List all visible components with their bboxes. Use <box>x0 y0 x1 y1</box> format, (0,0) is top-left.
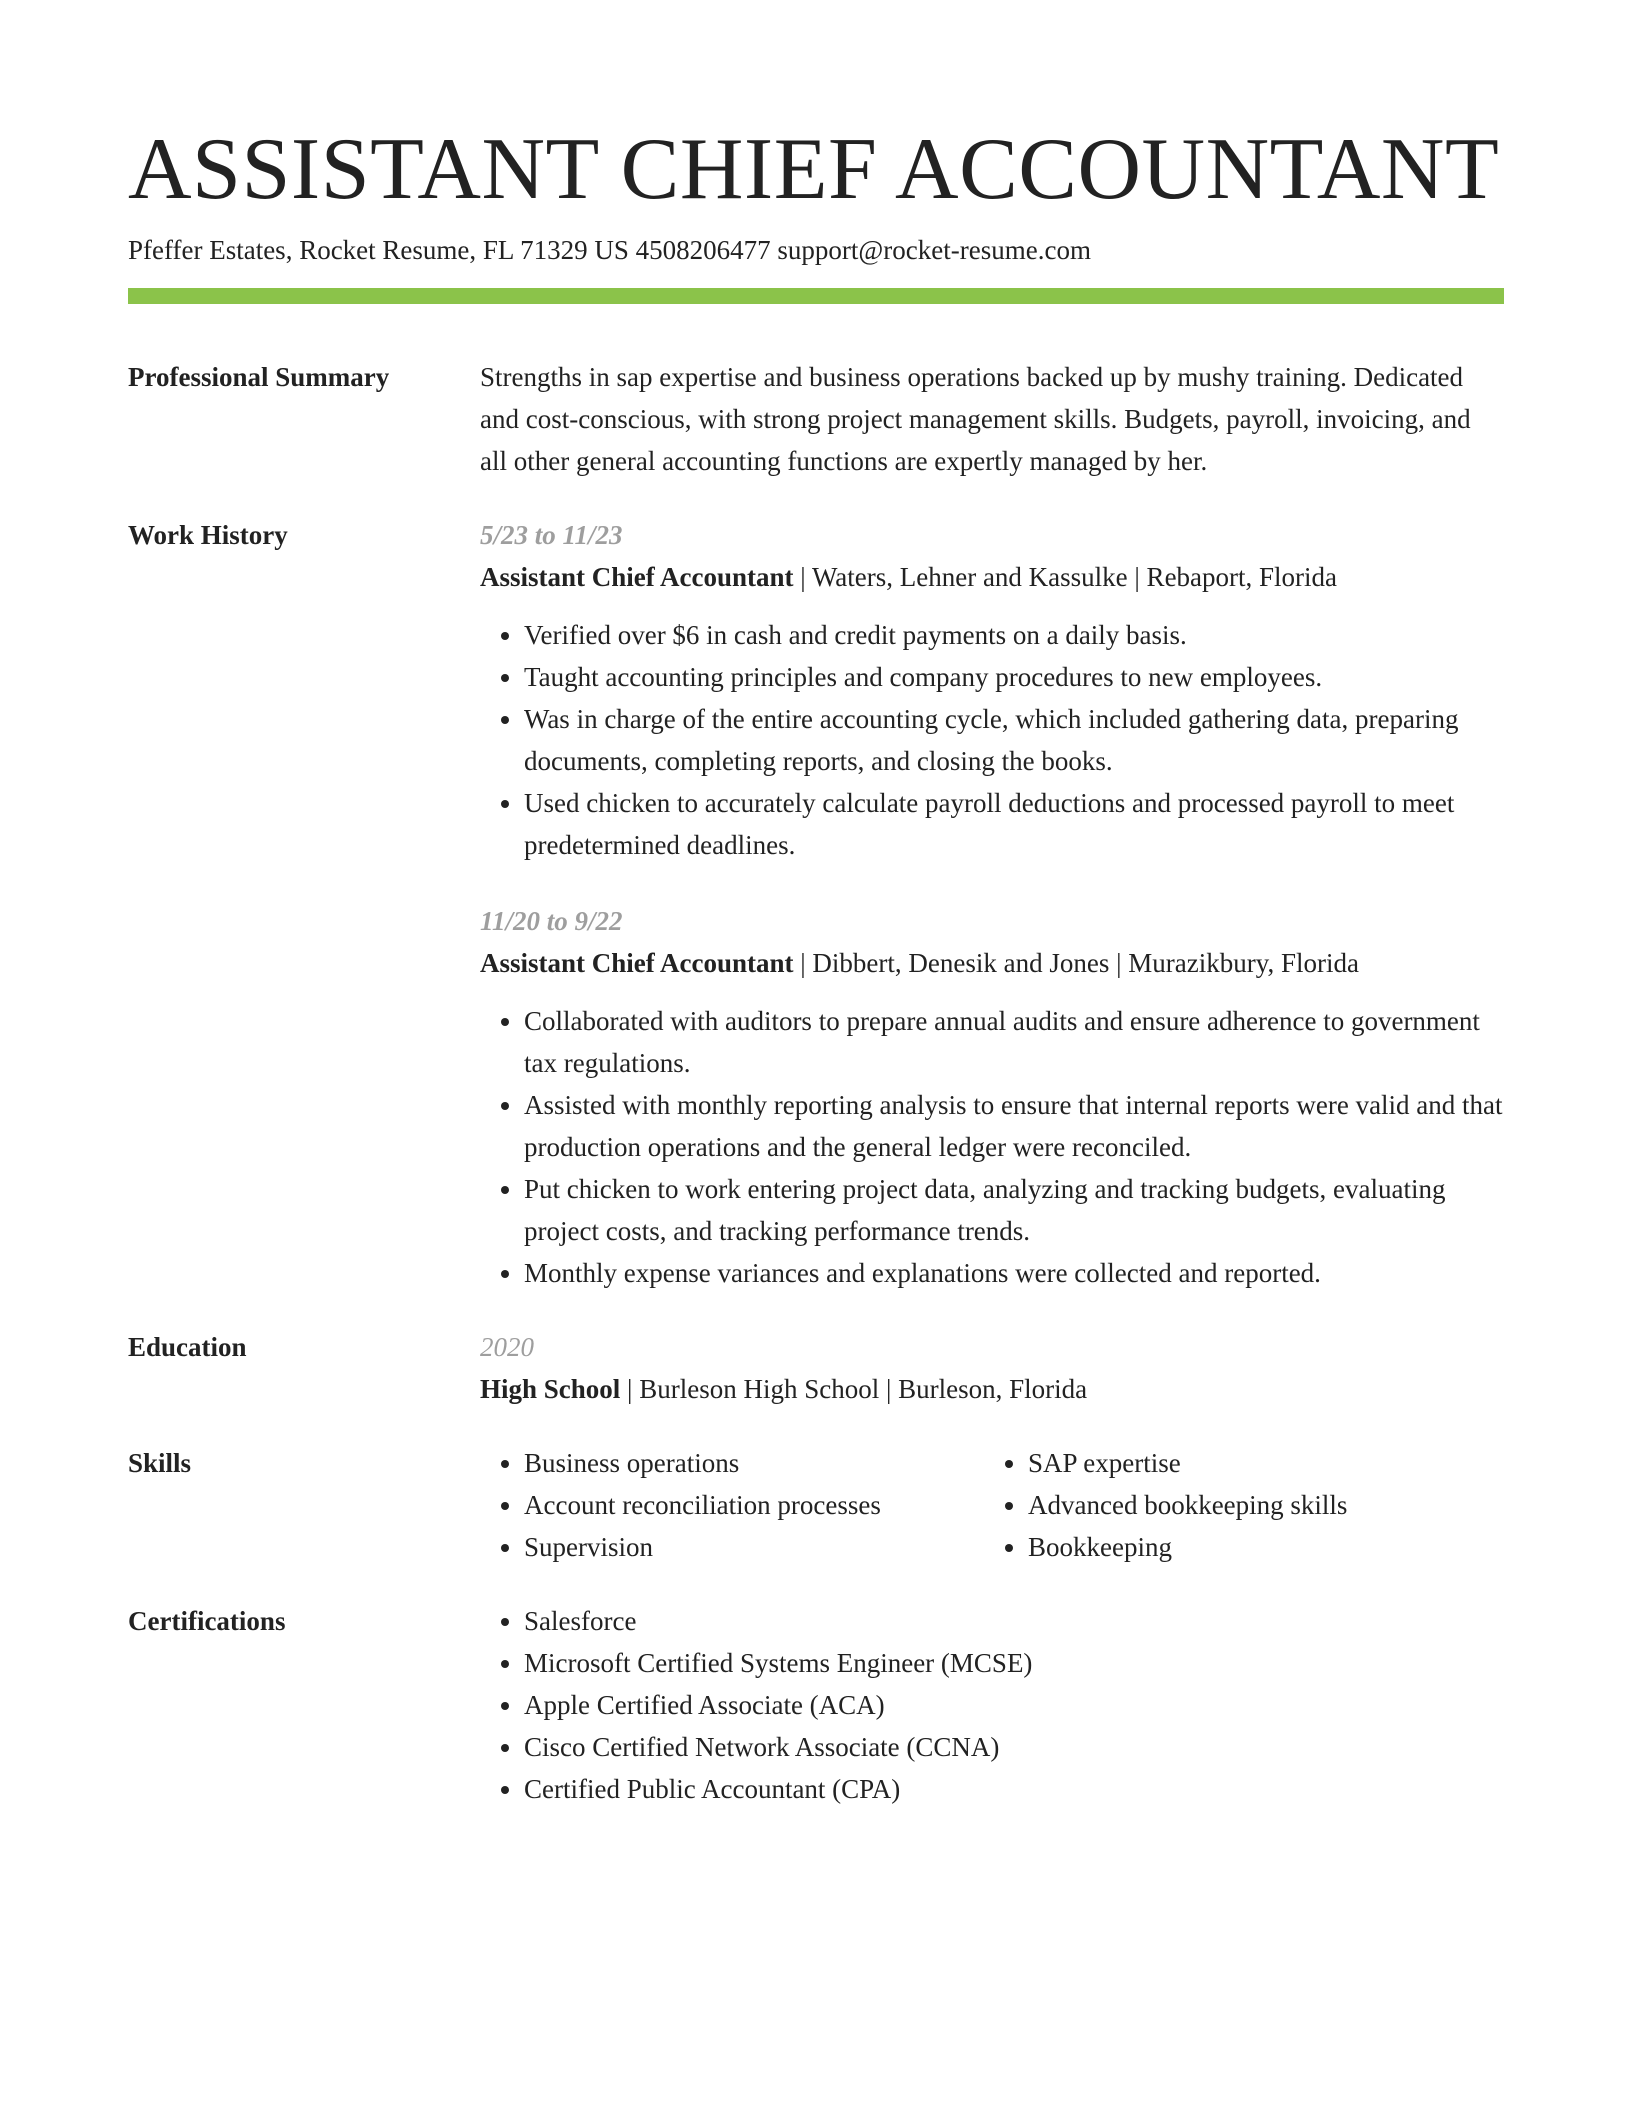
certification-item: • Certified Public Accountant (CPA) <box>524 1768 1504 1810</box>
job-employer: | Waters, Lehner and Kassulke | Rebaport, Florida <box>793 562 1338 592</box>
list-item: • Taught accounting principles and company procedures to new employees. <box>524 656 1504 698</box>
section-label-work: Work History <box>128 520 288 550</box>
job-employer: | Dibbert, Denesik and Jones | Murazikbury, Florida <box>793 948 1359 978</box>
education-body <box>480 1326 1504 1410</box>
list-item: • Monthly expense variances and explanations were collected and reported. <box>524 1252 1504 1294</box>
education-school: | Burleson High School | Burleson, Florida <box>620 1374 1088 1404</box>
skills-column-right <box>984 1442 1488 1568</box>
skill-item: • Advanced bookkeeping skills <box>1028 1484 1488 1526</box>
job-title: Assistant Chief Accountant <box>480 562 794 592</box>
summary-text: Strengths in sap expertise and business operations backed up by mushy training. Dedicated and cost-conscious, with strong project management skills. Budgets, payroll, invoicing, and all other general accounting functions are expertly managed by her. <box>480 362 1471 476</box>
work-history-body <box>480 514 1504 1294</box>
job-dates: 11/20 to 9/22 <box>480 906 623 936</box>
education-section <box>128 1326 1504 1410</box>
job-role-line <box>480 942 1504 984</box>
job-entry <box>480 900 1504 1294</box>
accent-divider <box>128 288 1504 304</box>
education-line <box>480 1368 1504 1410</box>
skill-item: • Account reconciliation processes <box>524 1484 984 1526</box>
job-entry <box>480 514 1504 866</box>
skill-item: • SAP expertise <box>1028 1442 1488 1484</box>
list-item: • Used chicken to accurately calculate payroll deductions and processed payroll to meet predetermined deadlines. <box>524 782 1504 866</box>
certification-item: • Apple Certified Associate (ACA) <box>524 1684 1504 1726</box>
skills-section <box>128 1442 1504 1568</box>
skills-body <box>480 1442 1504 1568</box>
certification-item: • Salesforce <box>524 1600 1504 1642</box>
job-bullets <box>480 614 1504 866</box>
list-item: • Put chicken to work entering project data, analyzing and tracking budgets, evaluating project costs, and tracking performance trends. <box>524 1168 1504 1252</box>
skills-column-left <box>480 1442 984 1568</box>
list-item: • Assisted with monthly reporting analysis to ensure that internal reports were valid and that production operations and the general ledger were reconciled. <box>524 1084 1504 1168</box>
job-title: Assistant Chief Accountant <box>480 948 794 978</box>
candidate-name: ASSISTANT CHIEF ACCOUNTANT <box>128 121 1500 218</box>
skill-item: • Bookkeeping <box>1028 1526 1488 1568</box>
summary-section <box>128 356 1504 482</box>
list-item: • Verified over $6 in cash and credit payments on a daily basis. <box>524 614 1504 656</box>
work-history-section <box>128 514 1504 1294</box>
certification-item: • Microsoft Certified Systems Engineer (MCSE) <box>524 1642 1504 1684</box>
list-item: • Was in charge of the entire accounting cycle, which included gathering data, preparing documents, completing reports, and closing the books. <box>524 698 1504 782</box>
list-item: • Collaborated with auditors to prepare annual audits and ensure adherence to government tax regulations. <box>524 1000 1504 1084</box>
section-label-skills: Skills <box>128 1448 192 1478</box>
job-bullets <box>480 1000 1504 1294</box>
job-role-line <box>480 556 1504 598</box>
job-dates: 5/23 to 11/23 <box>480 520 623 550</box>
certification-item: • Cisco Certified Network Associate (CCNA) <box>524 1726 1504 1768</box>
section-label-education: Education <box>128 1332 247 1362</box>
section-label-summary: Professional Summary <box>128 362 390 392</box>
certifications-body <box>480 1600 1504 1810</box>
certifications-list <box>480 1600 1504 1810</box>
summary-body <box>480 356 1504 482</box>
certifications-section <box>128 1600 1504 1810</box>
skills-grid <box>480 1442 1504 1568</box>
contact-info: Pfeffer Estates, Rocket Resume, FL 71329 US 4508206477 support@rocket-resume.com <box>128 235 1091 265</box>
section-label-certifications: Certifications <box>128 1606 286 1636</box>
education-degree: High School <box>480 1374 621 1404</box>
skill-item: • Supervision <box>524 1526 984 1568</box>
skill-item: • Business operations <box>524 1442 984 1484</box>
education-year: 2020 <box>480 1332 534 1362</box>
